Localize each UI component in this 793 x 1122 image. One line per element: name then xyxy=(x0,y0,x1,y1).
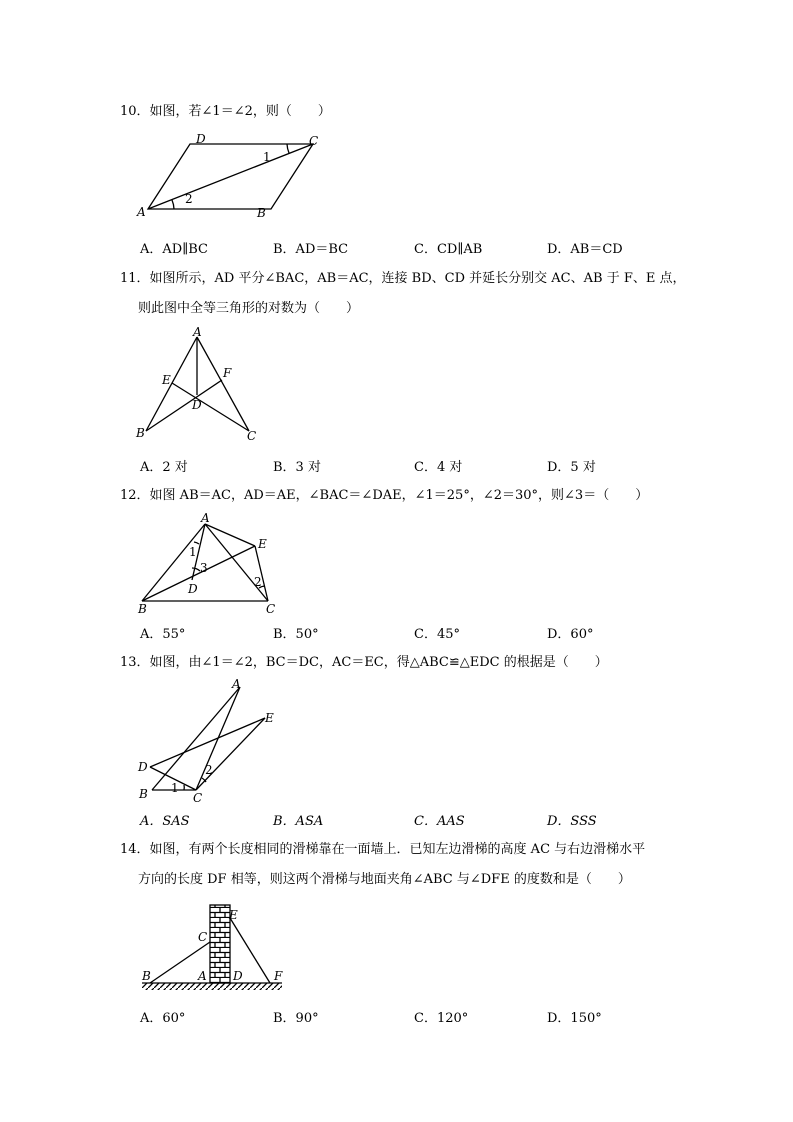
label-e: E xyxy=(265,711,274,725)
option-c[interactable]: C．45° xyxy=(414,627,460,642)
label-angle-2: 2 xyxy=(185,192,193,206)
angle-mark-3 xyxy=(192,568,200,571)
option-a[interactable]: A．2 对 xyxy=(140,460,188,475)
label-e: E xyxy=(258,537,267,551)
label-d: D xyxy=(138,760,148,774)
figure-q13-triangles xyxy=(130,675,290,805)
label-angle-1: 1 xyxy=(171,781,179,795)
angle-mark-1 xyxy=(194,542,199,544)
stem-line: 11．如图所示，AD 平分∠BAC，AB＝AC，连接 BD、CD 并延长分别交 AC、AB 于 F、E 点， xyxy=(120,271,686,286)
label-a: A xyxy=(201,511,210,525)
option-c[interactable]: C．4 对 xyxy=(414,460,463,475)
option-b[interactable]: B．AD＝BC xyxy=(273,242,349,257)
option-d[interactable]: D．150° xyxy=(547,1011,602,1026)
question-10-options xyxy=(140,238,623,257)
label-b: B xyxy=(139,787,148,801)
option-a[interactable]: A．60° xyxy=(140,1011,186,1026)
label-c: C xyxy=(193,791,203,805)
label-angle-1: 1 xyxy=(263,150,271,164)
question-14-stem xyxy=(120,841,645,889)
figure-q11-triangle xyxy=(130,325,270,445)
figure-q12-triangles xyxy=(130,508,290,618)
label-a: A xyxy=(198,969,207,983)
segment-ae xyxy=(205,524,255,546)
stem-line: 14．如图，有两个长度相同的滑梯靠在一面墙上．已知左边滑梯的高度 AC 与右边滑梯水平 xyxy=(120,842,646,857)
stem-line: 12．如图 AB＝AC，AD＝AE，∠BAC＝∠DAE，∠1＝25°，∠2＝30°，则∠3＝（ ） xyxy=(120,488,649,503)
question-12-stem xyxy=(120,487,648,505)
segment-ec xyxy=(196,718,265,790)
label-d: D xyxy=(192,398,202,412)
angle-mark-2 xyxy=(172,200,174,209)
segment-ab xyxy=(146,337,197,431)
option-d[interactable]: D．60° xyxy=(547,627,594,642)
ground-hatching xyxy=(142,983,282,990)
question-10-stem xyxy=(120,103,331,121)
label-d: D xyxy=(233,969,243,983)
segment-ac xyxy=(197,337,249,431)
label-f: F xyxy=(274,969,283,983)
question-14-options xyxy=(140,1007,620,1025)
label-d: D xyxy=(188,582,198,596)
option-a[interactable]: A．SAS xyxy=(140,814,190,829)
label-b: B xyxy=(257,206,266,220)
option-a[interactable]: A．AD∥BC xyxy=(140,242,208,257)
stem-line: 方向的长度 DF 相等，则这两个滑梯与地面夹角∠ABC 与∠DFE 的度数和是（ ） xyxy=(138,872,631,887)
option-d[interactable]: D．AB＝CD xyxy=(547,242,623,257)
option-c[interactable]: C．CD∥AB xyxy=(414,242,483,257)
label-c: C xyxy=(247,429,257,443)
stem-line: 10．如图，若∠1＝∠2，则（ ） xyxy=(120,104,331,119)
stem-line: 13．如图，由∠1＝∠2，BC＝DC，AC＝EC，得△ABC≌△EDC 的根据是（ ） xyxy=(120,655,608,670)
label-c: C xyxy=(266,602,276,616)
label-e: E xyxy=(229,908,238,922)
label-c: C xyxy=(309,134,319,148)
option-b[interactable]: B．ASA xyxy=(273,814,324,829)
stem-line: 则此图中全等三角形的对数为（ ） xyxy=(138,301,360,316)
label-e: E xyxy=(162,373,171,387)
label-a: A xyxy=(232,677,241,691)
option-d[interactable]: D．5 对 xyxy=(547,460,596,475)
segment-ce xyxy=(172,383,249,431)
option-c[interactable]: C．120° xyxy=(414,1011,469,1026)
label-b: B xyxy=(136,426,145,440)
label-angle-2: 2 xyxy=(254,575,262,589)
option-b[interactable]: B．50° xyxy=(273,627,319,642)
option-b[interactable]: B．3 对 xyxy=(273,460,321,475)
label-a: A xyxy=(137,205,146,219)
option-a[interactable]: A．55° xyxy=(140,627,186,642)
label-f: F xyxy=(223,366,232,380)
label-d: D xyxy=(196,132,206,146)
question-13-stem xyxy=(120,654,608,672)
brick-wall xyxy=(210,905,230,983)
label-angle-2: 2 xyxy=(205,763,213,777)
figure-q14-slides xyxy=(130,898,300,998)
label-angle-3: 3 xyxy=(200,561,208,575)
question-12-options xyxy=(140,623,620,641)
option-b[interactable]: B．90° xyxy=(273,1011,319,1026)
label-a: A xyxy=(193,325,202,339)
option-d[interactable]: D．SSS xyxy=(547,814,597,829)
label-c: C xyxy=(198,930,208,944)
diagonal-ac xyxy=(148,144,313,209)
label-angle-1: 1 xyxy=(189,545,197,559)
question-11-stem xyxy=(120,270,685,318)
angle-mark-1 xyxy=(287,144,289,153)
question-11-options xyxy=(140,456,620,474)
figure-q10-parallelogram xyxy=(130,130,330,225)
label-b: B xyxy=(142,969,151,983)
segment-bf xyxy=(146,380,222,431)
question-13-options xyxy=(140,810,620,828)
label-b: B xyxy=(138,602,147,616)
option-c[interactable]: C．AAS xyxy=(414,814,465,829)
